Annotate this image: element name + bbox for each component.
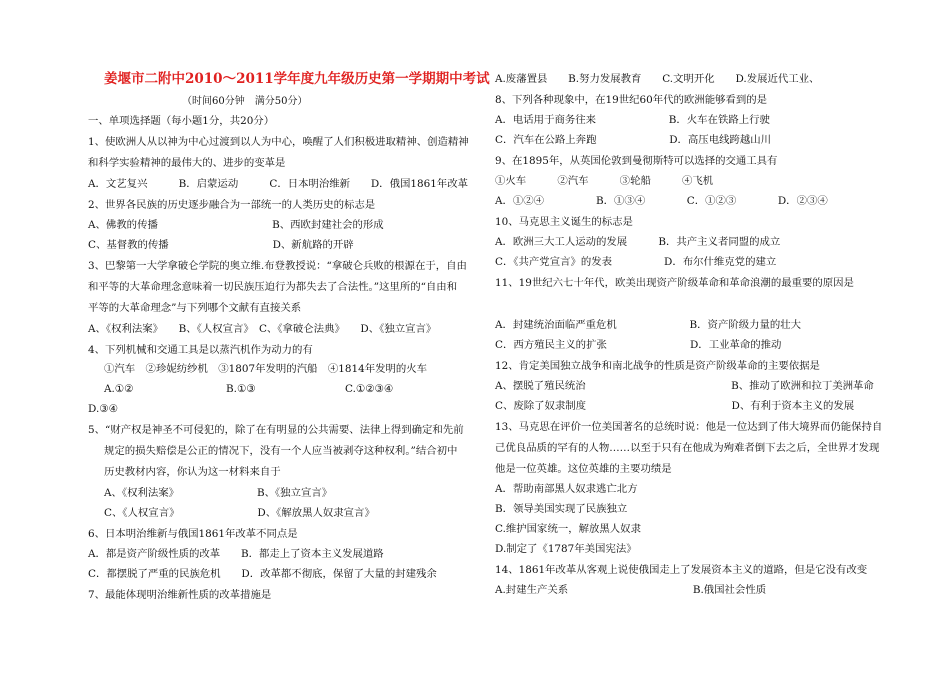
question-13-line-2: 己优良品质的罕有的人物……以至于只有在他成为殉难者倒下去之后，全世界才发现: [495, 442, 880, 454]
question-4-option-d: D.③④: [88, 403, 118, 415]
question-3-options: A、《权利法案》 B、《人权宣言》 C、《拿破仑法典》 D、《独立宣言》: [88, 323, 437, 335]
question-3-line-3: 平等的大革命理念”与下列哪个文献有直接关系: [88, 302, 302, 314]
question-9-items: ①火车 ②汽车 ③轮船 ④飞机: [495, 175, 714, 187]
question-2-options-ab: A、佛教的传播 B、西欧封建社会的形成: [88, 219, 384, 231]
exam-subtitle: （时间60分钟 满分50分）: [182, 96, 308, 107]
question-10: 10、马克思主义诞生的标志是: [495, 216, 633, 228]
question-12-options-ab: A、摆脱了殖民统治 B、推动了欧洲和拉丁美洲革命: [495, 380, 874, 392]
question-5-line-1: 5、“财产权是神圣不可侵犯的，除了在有明显的公共需要、法律上得到确定和先前: [88, 424, 464, 436]
question-11-options-cd: C．西方殖民主义的扩张 D．工业革命的推动: [495, 339, 782, 351]
question-6: 6、日本明治维新与俄国1861年改革不同点是: [88, 528, 298, 540]
question-4-option-c: C.①②③④: [345, 383, 394, 395]
question-11: 11、19世纪六七十年代，欧美出现资产阶级革命和革命浪潮的最重要的原因是: [495, 277, 854, 289]
question-13-option-c: C.维护国家统一，解放黑人奴隶: [495, 523, 641, 535]
question-6-options-cd: C．都摆脱了严重的民族危机 D．改革都不彻底，保留了大量的封建残余: [88, 568, 437, 580]
question-5-line-2: 规定的损失赔偿是公正的情况下，没有一个人应当被剥夺这种权利。”结合初中: [104, 445, 458, 457]
question-13-option-a: A．帮助南部黑人奴隶逃亡北方: [495, 483, 638, 495]
question-14-options-ab: A.封建生产关系 B.俄国社会性质: [495, 584, 767, 596]
question-5-line-3: 历史教材内容，你认为这一材料来自于: [104, 466, 281, 478]
section-heading: 一、单项选择题（每小题1分，共20分）: [88, 115, 275, 127]
question-13-option-d: D.制定了《1787年美国宪法》: [495, 543, 637, 555]
question-10-options-ab: A．欧洲三大工人运动的发展 B．共产主义者同盟的成立: [495, 236, 781, 248]
question-13-option-b: B．领导美国实现了民族独立: [495, 503, 628, 515]
question-2: 2、世界各民族的历史逐步融合为一部统一的人类历史的标志是: [88, 199, 376, 211]
question-5-options-ab: A、《权利法案》 B、《独立宣言》: [104, 487, 333, 499]
question-6-options-ab: A．都是资产阶级性质的改革 B．都走上了资本主义发展道路: [88, 548, 384, 560]
question-1-line-1: 1、使欧洲人从以神为中心过渡到以人为中心，唤醒了人们积极进取精神、创造精神: [88, 136, 469, 148]
question-12-options-cd: C、废除了奴隶制度 D、有利于资本主义的发展: [495, 400, 855, 412]
question-9-options: A．①②④ B．①③④ C．①②③ D．②③④: [495, 195, 828, 207]
question-4-option-b: B.①③: [226, 383, 256, 395]
question-1-line-2: 和科学实验精神的最伟大的、进步的变革是: [88, 157, 286, 169]
question-14: 14、1861年改革从客观上说使俄国走上了发展资本主义的道路，但是它没有改变: [495, 564, 868, 576]
question-2-options-cd: C、基督教的传播 D、新航路的开辟: [88, 239, 354, 251]
question-10-options-cd: C．《共产党宣言》的发表 D．布尔什维克党的建立: [495, 256, 777, 268]
question-1-options: A．文艺复兴 B．启蒙运动 C．日本明治维新 D．俄国1861年改革: [88, 178, 468, 190]
question-13-line-1: 13、马克思在评价一位美国著名的总统时说：他是一位达到了伟大境界而仍能保持自: [495, 421, 883, 433]
question-13-line-3: 他是一位英雄。这位英雄的主要功绩是: [495, 463, 672, 475]
question-8-options-cd: C．汽车在公路上奔跑 D．高压电线跨越山川: [495, 134, 772, 146]
exam-title: 姜堰市二附中2010～2011学年度九年级历史第一学期期中考试: [104, 71, 490, 87]
question-8-options-ab: A．电话用于商务往来 B．火车在铁路上行驶: [495, 114, 770, 126]
question-4: 4、下列机械和交通工具是以蒸汽机作为动力的有: [88, 344, 313, 356]
question-9: 9、在1895年，从英国伦敦到曼彻斯特可以选择的交通工具有: [495, 155, 778, 167]
question-3-line-1: 3、巴黎第一大学拿破仑学院的奥立维.布登教授说：“拿破仑兵败的根源在于，自由: [88, 260, 467, 272]
question-8: 8、下列各种现象中，在19世纪60年代的欧洲能够看到的是: [495, 94, 768, 106]
question-7-options: A.废藩置县 B.努力发展教育 C.文明开化 D.发展近代工业、: [495, 73, 820, 85]
question-5-options-cd: C、《人权宣言》 D、《解放黑人奴隶宣言》: [104, 507, 375, 519]
question-3-line-2: 和平等的大革命理念意味着一切民族压迫行为都失去了合法性。”这里所的“自由和: [88, 281, 458, 293]
question-4-items: ①汽车 ②珍妮纺纱机 ③1807年发明的汽船 ④1814年发明的火车: [104, 363, 428, 375]
question-12: 12、肯定美国独立战争和南北战争的性质是资产阶级革命的主要依据是: [495, 360, 820, 372]
question-7: 7、最能体现明治维新性质的改革措施是: [88, 589, 272, 601]
question-11-options-ab: A．封建统治面临严重危机 B．资产阶级力量的壮大: [495, 319, 802, 331]
question-4-option-a: A.①②: [104, 383, 134, 395]
